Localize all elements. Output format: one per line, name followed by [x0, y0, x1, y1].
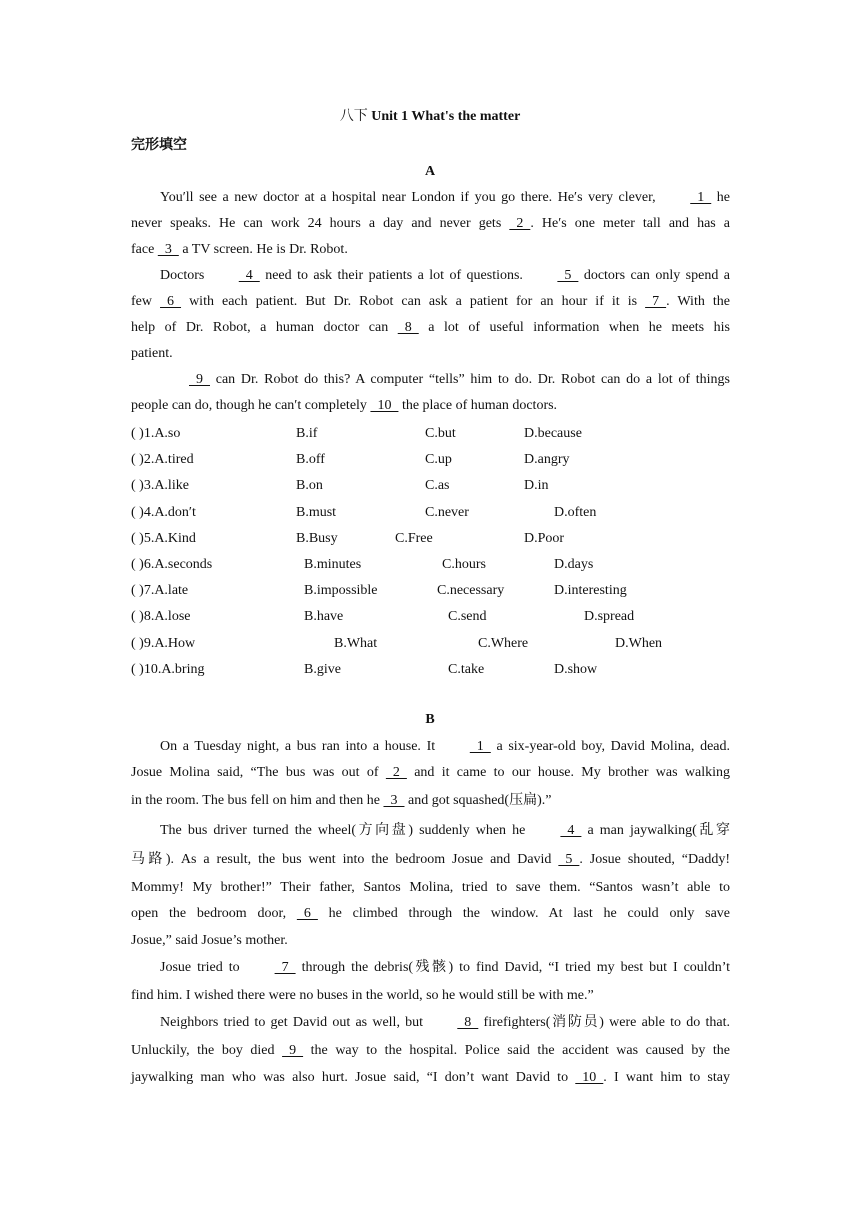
question-option-c[interactable]: C.up: [425, 452, 452, 468]
passage-text: face: [131, 242, 158, 257]
question-option-c[interactable]: C.Free: [395, 530, 433, 546]
question-option-d[interactable]: D.Poor: [524, 530, 565, 546]
passage-text: people can do, though he can′t completely: [131, 398, 371, 413]
passage-text: . He′s one meter tall and has a: [530, 216, 731, 231]
answer-blank[interactable]: 8: [457, 1015, 479, 1030]
question-option-d[interactable]: D.spread: [584, 609, 635, 625]
answer-blank[interactable]: 4: [560, 823, 582, 838]
passage-line: [131, 1064, 730, 1091]
question-option-c[interactable]: C.as: [425, 478, 450, 494]
question-option-c[interactable]: C.take: [448, 661, 485, 677]
question-row: [131, 500, 771, 526]
passage-text: . I want him to stay: [603, 1070, 730, 1085]
passage-line: [131, 874, 730, 901]
question-option-a[interactable]: ( )2.A.tired: [131, 452, 194, 468]
answer-blank[interactable]: 5: [557, 268, 579, 283]
question-option-a[interactable]: ( )5.A.Kind: [131, 530, 196, 546]
passage-text: firefighters(消防员) were able to do that.: [478, 1015, 731, 1030]
answer-blank[interactable]: 3: [157, 242, 179, 257]
passage-line: [131, 263, 730, 289]
answer-blank[interactable]: 9: [189, 372, 210, 387]
passage-line: [131, 982, 730, 1009]
question-option-b[interactable]: B.have: [304, 609, 344, 625]
question-row: [131, 526, 771, 552]
passage-text: Neighbors tried to get David out as well, but: [160, 1015, 429, 1030]
title-en: Unit 1 What's the matter: [371, 109, 521, 124]
passage-line: [131, 760, 730, 786]
question-option-c[interactable]: C.never: [425, 504, 469, 520]
passage-line: [131, 786, 730, 816]
passage-text: You′ll see a new doctor at a hospital near London if you go there. He′s very clever,: [160, 190, 662, 205]
answer-blank[interactable]: 1: [690, 190, 712, 205]
question-option-b[interactable]: B.Busy: [296, 530, 338, 546]
answer-blank[interactable]: 2: [509, 216, 531, 231]
answer-blank[interactable]: 6: [160, 294, 182, 309]
passage-line: [131, 901, 730, 927]
passage-line: [131, 367, 730, 393]
passage-line: [131, 954, 730, 982]
question-option-d[interactable]: D.When: [615, 635, 663, 651]
question-option-c[interactable]: C.Where: [478, 635, 529, 651]
passage-line: [131, 1009, 730, 1037]
passage-line: [131, 1037, 730, 1064]
question-row: [131, 631, 771, 657]
passage-line: [131, 846, 730, 874]
answer-blank[interactable]: 9: [282, 1043, 304, 1058]
question-option-a[interactable]: ( )7.A.late: [131, 583, 189, 599]
question-option-d[interactable]: D.in: [524, 478, 549, 494]
passage-line: [131, 341, 730, 367]
passage-text: Josue tried to: [160, 960, 246, 975]
passage-text: through the debris(残骸) to find David, “I tried my best but I couldn’t: [295, 960, 731, 975]
passage-text: can Dr. Robot do this? A computer “tells” him to do. Dr. Robot can do a lot of things: [210, 372, 730, 387]
question-option-d[interactable]: D.interesting: [554, 583, 627, 599]
question-option-b[interactable]: B.if: [296, 426, 318, 441]
page-title: [0, 105, 860, 125]
passage-text: doctors can only spend a: [578, 268, 730, 283]
passage-text: Unluckily, the boy died: [131, 1043, 283, 1058]
passage-text: Josue,” said Josue’s mother.: [131, 933, 288, 948]
answer-blank[interactable]: 4: [238, 268, 260, 283]
title-cn: 八下: [339, 109, 368, 124]
question-option-d[interactable]: D.show: [554, 661, 598, 677]
question-option-b[interactable]: B.on: [296, 478, 323, 494]
question-option-a[interactable]: ( )8.A.lose: [131, 609, 191, 625]
passage-text: Mommy! My brother!” Their father, Santos Molina, tried to save them. “Santos wasn’t able to: [131, 880, 730, 895]
passage-text: and it came to our house. My brother was walking: [406, 765, 730, 780]
answer-blank[interactable]: 5: [558, 852, 580, 867]
passage-text: jaywalking man who was also hurt. Josue said, “I don’t want David to: [131, 1070, 576, 1085]
question-option-b[interactable]: B.must: [296, 504, 337, 520]
question-row: [131, 578, 771, 604]
question-option-b[interactable]: B.What: [334, 635, 378, 651]
question-row: [131, 552, 771, 578]
passage-text: On a Tuesday night, a bus ran into a house. It: [160, 739, 441, 754]
passage-text: few: [131, 294, 161, 309]
question-row: [131, 604, 771, 630]
passage-b: [131, 734, 730, 1091]
question-option-b[interactable]: B.give: [304, 661, 341, 677]
answer-blank[interactable]: 3: [383, 793, 405, 808]
answer-blank[interactable]: 7: [645, 294, 667, 309]
part-b-label: B: [425, 712, 435, 727]
question-option-a[interactable]: ( )10.A.bring: [131, 661, 205, 677]
answer-blank[interactable]: 10: [370, 398, 399, 413]
passage-line: [131, 185, 730, 211]
passage-text: open the bedroom door,: [131, 906, 297, 921]
answer-blank[interactable]: 1: [469, 739, 491, 754]
question-row: [131, 657, 771, 683]
question-option-a[interactable]: ( )1.A.so: [131, 426, 181, 441]
passage-line: [131, 816, 730, 846]
passage-text: . With the: [666, 294, 730, 309]
question-option-b[interactable]: B.impossible: [304, 583, 378, 599]
passage-text: patient.: [131, 346, 173, 361]
answer-blank[interactable]: 6: [296, 906, 318, 921]
passage-line: [131, 315, 730, 341]
passage-line: [131, 393, 730, 419]
answer-blank[interactable]: 7: [274, 960, 296, 975]
question-row: [131, 473, 771, 499]
answer-blank[interactable]: 10: [575, 1070, 604, 1085]
passage-text: Josue Molina said, “The bus was out of: [131, 765, 386, 780]
answer-blank[interactable]: 2: [385, 765, 407, 780]
question-option-d[interactable]: D.because: [524, 426, 582, 441]
passage-text: never speaks. He can work 24 hours a day and never gets: [131, 216, 510, 231]
passage-text: in the room. The bus fell on him and then he: [131, 793, 384, 808]
part-a-label: A: [424, 164, 436, 179]
passage-text: the way to the hospital. Police said the accident was caused by the: [303, 1043, 730, 1058]
question-option-b[interactable]: B.minutes: [304, 557, 362, 572]
passage-text: 马路). As a result, the bus went into the bedroom Josue and David: [131, 852, 559, 867]
question-option-c[interactable]: C.but: [425, 426, 456, 441]
question-option-c[interactable]: C.send: [448, 609, 487, 625]
question-option-a[interactable]: ( )9.A.How: [131, 635, 196, 651]
question-row: [131, 421, 771, 447]
passage-text: find him. I wished there were no buses in the world, so he would still be with me.”: [131, 988, 594, 1003]
question-option-c[interactable]: C.hours: [442, 557, 486, 572]
passage-text: he: [711, 190, 730, 205]
question-option-c[interactable]: C.necessary: [437, 583, 505, 599]
passage-line: [131, 211, 730, 237]
passage-line: [131, 289, 730, 315]
passage-text: he climbed through the window. At last he could only save: [317, 906, 730, 921]
question-option-a[interactable]: ( )6.A.seconds: [131, 557, 213, 572]
passage-line: [131, 734, 730, 760]
passage-text: a man jaywalking(乱穿: [581, 823, 730, 838]
answer-blank[interactable]: 8: [397, 320, 419, 335]
question-option-b[interactable]: B.off: [296, 452, 325, 468]
question-option-a[interactable]: ( )3.A.like: [131, 478, 189, 494]
passage-a: [131, 185, 730, 419]
question-option-d[interactable]: D.angry: [524, 452, 570, 468]
passage-text: The bus driver turned the wheel(方向盘) suddenly when he: [160, 823, 532, 838]
question-option-d[interactable]: D.often: [554, 504, 597, 520]
passage-line: [131, 237, 730, 263]
passage-text: a lot of useful information when he meets his: [418, 320, 730, 335]
passage-text: help of Dr. Robot, a human doctor can: [131, 320, 398, 335]
question-option-a[interactable]: ( )4.A.don′t: [131, 504, 196, 520]
passage-text: a six-year-old boy, David Molina, dead.: [490, 739, 731, 754]
passage-text: a TV screen. He is Dr. Robot.: [178, 242, 348, 257]
passage-text: the place of human doctors.: [398, 398, 558, 413]
passage-text: and got squashed(压扁).”: [404, 793, 552, 808]
question-row: [131, 447, 771, 473]
question-option-d[interactable]: D.days: [554, 557, 594, 572]
passage-line: [131, 927, 730, 954]
passage-text: need to ask their patients a lot of questions.: [259, 268, 529, 283]
passage-text: Doctors: [160, 268, 210, 283]
passage-text: with each patient. But Dr. Robot can ask a patient for an hour if it is: [181, 294, 646, 309]
passage-text: . Josue shouted, “Daddy!: [579, 852, 730, 867]
section-heading: 完形填空: [131, 138, 187, 153]
